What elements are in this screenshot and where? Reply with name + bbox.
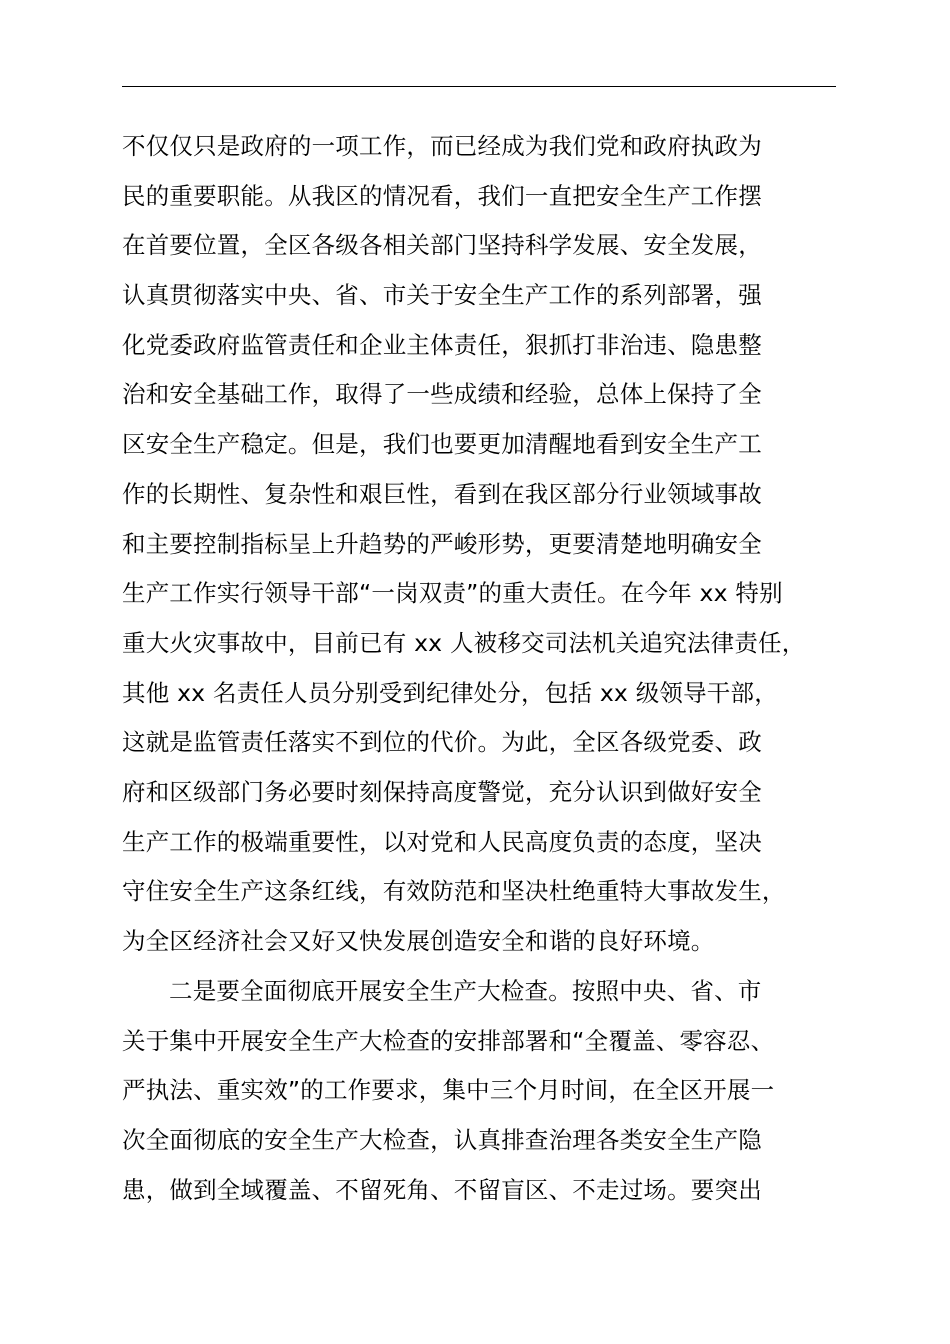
text-line: 不仅仅只是政府的一项工作，而已经成为我们党和政府执政为 bbox=[122, 132, 762, 160]
text-line: 严执法、重实效”的工作要求，集中三个月时间，在全区开展一 bbox=[122, 1076, 775, 1105]
text-line: 其他 xx 名责任人员分别受到纪律处分，包括 xx 级领导干部， bbox=[122, 678, 778, 707]
text-line: 治和安全基础工作，取得了一些成绩和经验，总体上保持了全 bbox=[122, 380, 762, 409]
text-line: 关于集中开展安全生产大检查的安排部署和“全覆盖、零容忍、 bbox=[122, 1026, 775, 1055]
text-line: 这就是监管责任落实不到位的代价。为此，全区各级党委、政 bbox=[122, 728, 762, 757]
text-line: 和主要控制指标呈上升趋势的严峻形势，更要清楚地明确安全 bbox=[122, 529, 762, 558]
text-line: 生产工作的极端重要性，以对党和人民高度负责的态度，坚决 bbox=[122, 827, 762, 856]
text-line: 为全区经济社会又好又快发展创造安全和谐的良好环境。 bbox=[122, 927, 715, 955]
text-line: 民的重要职能。从我区的情况看，我们一直把安全生产工作摆 bbox=[122, 181, 762, 210]
text-line: 生产工作实行领导干部“一岗双责”的重大责任。在今年 xx 特别 bbox=[122, 579, 783, 608]
paragraph-second-point bbox=[122, 967, 862, 1215]
paragraph-continued bbox=[122, 122, 862, 967]
text-line: 患，做到全域覆盖、不留死角、不留盲区、不走过场。要突出 bbox=[122, 1175, 762, 1204]
text-line: 区安全生产稳定。但是，我们也要更加清醒地看到安全生产工 bbox=[122, 430, 762, 459]
text-line: 在首要位置，全区各级各相关部门坚持科学发展、安全发展， bbox=[122, 231, 762, 260]
text-line: 作的长期性、复杂性和艰巨性，看到在我区部分行业领域事故 bbox=[122, 479, 762, 508]
text-line: 重大火灾事故中，目前已有 xx 人被移交司法机关追究法律责任， bbox=[122, 628, 806, 657]
text-line: 守住安全生产这条红线，有效防范和坚决杜绝重特大事故发生， bbox=[122, 877, 786, 906]
text-line-first: 二是要全面彻底开展安全生产大检查。按照中央、省、市 bbox=[169, 977, 762, 1005]
header-rule bbox=[122, 86, 836, 87]
text-line: 次全面彻底的安全生产大检查，认真排查治理各类安全生产隐 bbox=[122, 1126, 762, 1155]
text-line: 化党委政府监管责任和企业主体责任，狠抓打非治违、隐患整 bbox=[122, 330, 762, 359]
text-line: 府和区级部门务必要时刻保持高度警觉，充分认识到做好安全 bbox=[122, 777, 762, 806]
text-line: 认真贯彻落实中央、省、市关于安全生产工作的系列部署，强 bbox=[122, 281, 762, 310]
